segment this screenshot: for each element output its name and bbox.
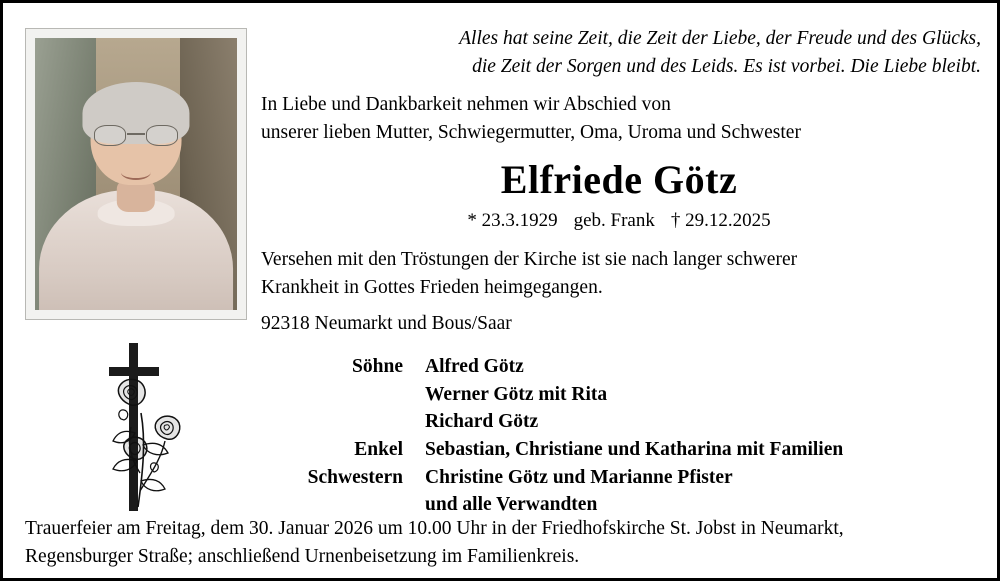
photo-figure-smile	[121, 164, 151, 180]
birth-date: * 23.3.1929	[467, 210, 558, 231]
relatives-list	[261, 353, 981, 519]
portrait-photo	[35, 38, 237, 310]
ceremony-details	[25, 515, 983, 570]
body-line-1: Versehen mit den Tröstungen der Kirche ist sie nach langer schwerer	[261, 249, 798, 270]
place-line: 92318 Neumarkt und Bous/Saar	[261, 313, 512, 334]
death-date: † 29.12.2025	[670, 210, 771, 231]
relatives-row	[261, 436, 981, 464]
verse-block	[261, 25, 981, 82]
relatives-names: Christine Götz und Marianne Pfister	[425, 466, 733, 488]
portrait-frame	[25, 28, 247, 320]
photo-glasses-right	[146, 125, 178, 146]
verse-line-1: Alles hat seine Zeit, die Zeit der Liebe, der Freude und des Glücks,	[459, 28, 981, 49]
ceremony-line-2: Regensburger Straße; anschließend Urnenbeisetzung im Familienkreis.	[25, 545, 580, 567]
relatives-row	[261, 408, 981, 436]
verse-line-2: die Zeit der Sorgen und des Leids. Es ist vorbei. Die Liebe bleibt.	[472, 56, 981, 78]
relatives-names: Sebastian, Christiane und Katharina mit Familien	[425, 439, 844, 461]
relatives-row	[261, 353, 981, 381]
deceased-name: Elfriede Götz	[500, 157, 738, 202]
maiden-name: geb. Frank	[573, 210, 655, 231]
relatives-label: Söhne	[352, 356, 403, 377]
life-dates	[261, 210, 977, 232]
photo-glasses-left	[94, 125, 126, 146]
intro-line-1: In Liebe und Dankbarkeit nehmen wir Abschied von	[261, 94, 671, 115]
relatives-label: Schwestern	[307, 466, 403, 488]
relatives-suffix: und alle Verwandten	[425, 494, 598, 516]
cross-with-roses-icon	[91, 341, 201, 513]
relatives-names: Alfred Götz	[425, 356, 524, 377]
relatives-row	[261, 464, 981, 492]
relatives-label: Enkel	[354, 439, 403, 461]
ceremony-line-1: Trauerfeier am Freitag, dem 30. Januar 2026 um 10.00 Uhr in der Friedhofskirche St. Jobst in Neumarkt,	[25, 518, 844, 539]
notice-inner	[3, 3, 997, 578]
intro-block	[261, 91, 977, 146]
body-block	[261, 246, 977, 301]
intro-line-2: unserer lieben Mutter, Schwiegermutter, Oma, Uroma und Schwester	[261, 121, 801, 143]
body-line-2: Krankheit in Gottes Frieden heimgegangen.	[261, 276, 603, 298]
relatives-row	[261, 381, 981, 409]
relatives-names: Werner Götz mit Rita	[425, 383, 608, 405]
relatives-names: Richard Götz	[425, 411, 539, 433]
photo-glasses-bridge	[127, 133, 145, 135]
